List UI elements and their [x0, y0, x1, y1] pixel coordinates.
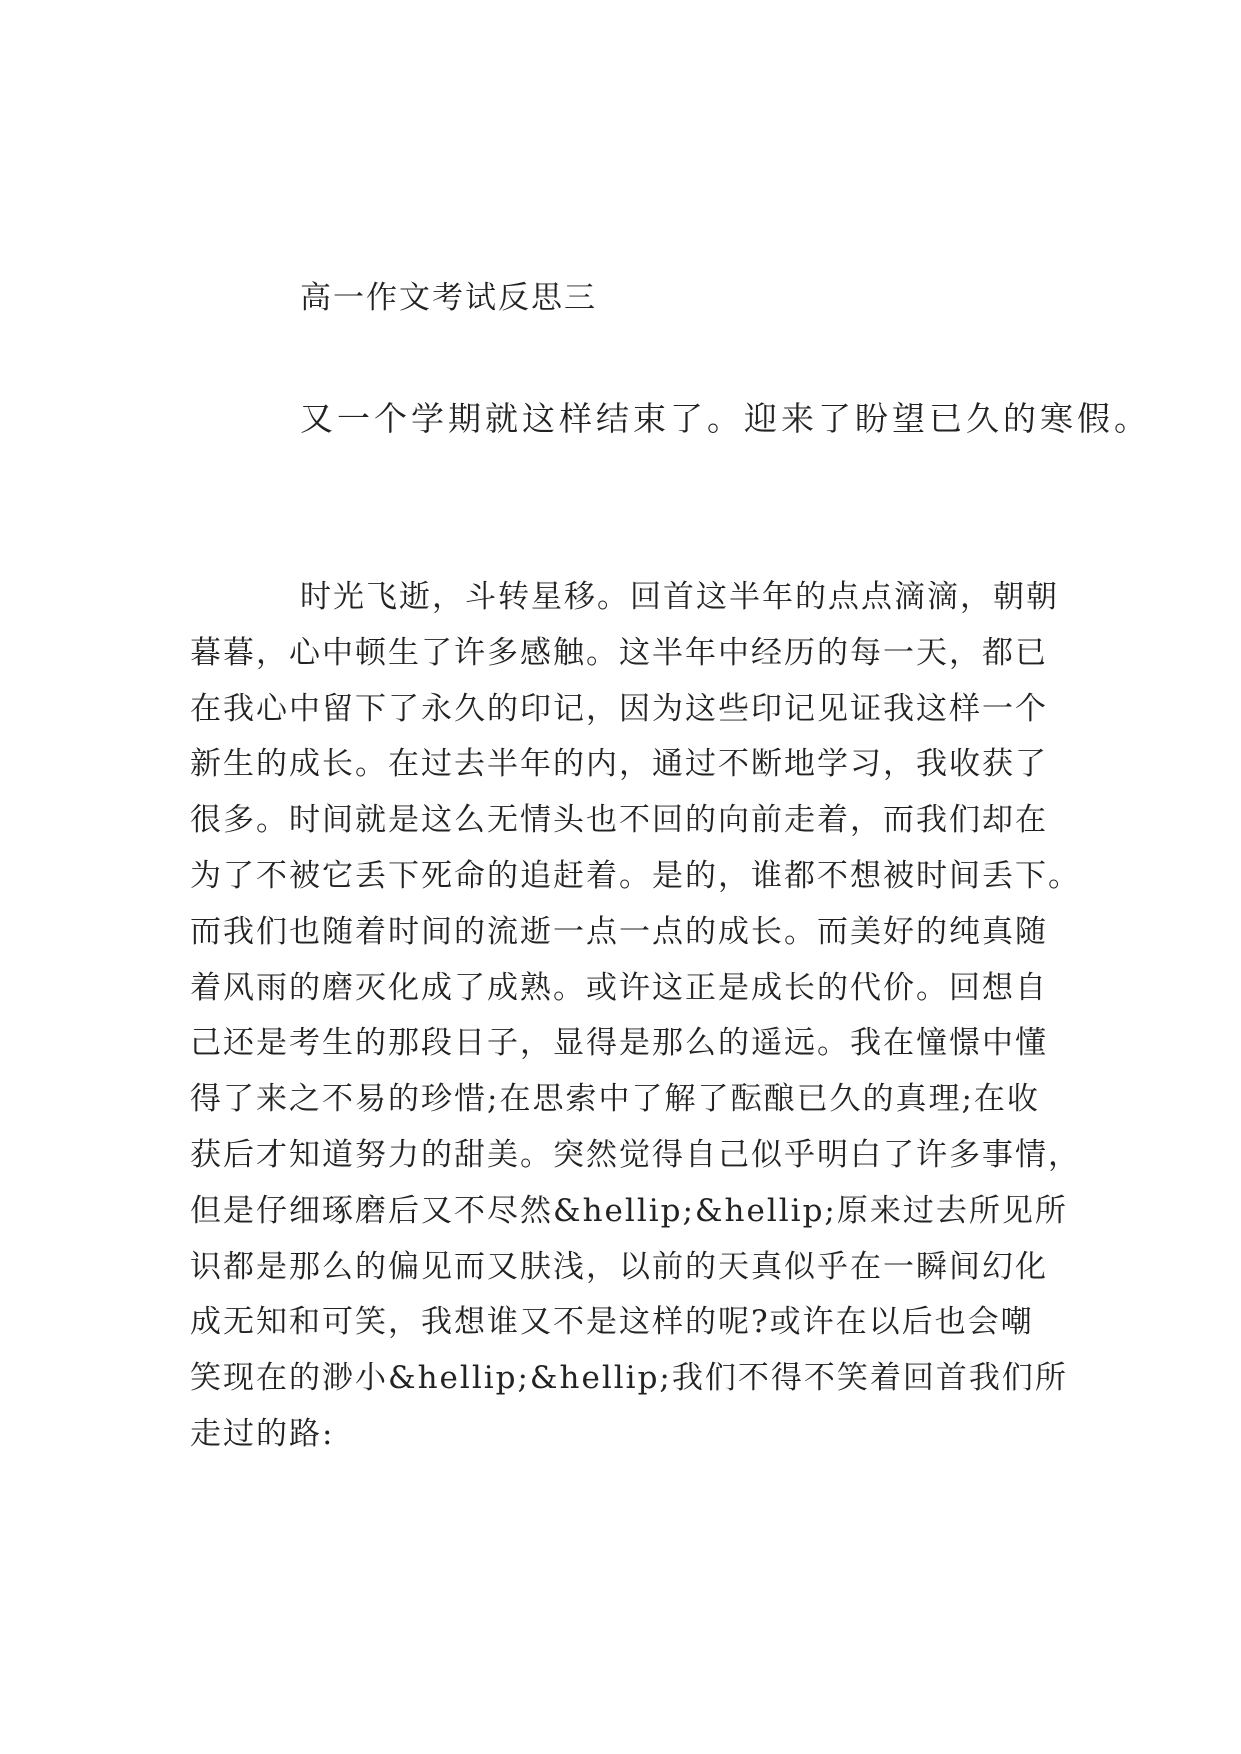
body-line: 为了不被它丢下死命的追赶着。是的，谁都不想被时间丢下。: [190, 857, 1081, 894]
body-line: 新生的成长。在过去半年的内，通过不断地学习，我收获了: [190, 746, 1048, 783]
body-line: 笑现在的渺小&hellip;&hellip;我们不得不笑着回首我们所: [190, 1360, 1068, 1397]
body-line: 在我心中留下了永久的印记，因为这些印记见证我这样一个: [190, 690, 1048, 727]
body-line: 暮暮，心中顿生了许多感触。这半年中经历的每一天，都已: [190, 634, 1048, 671]
document-title: 高一作文考试反思三: [300, 280, 597, 316]
body-line: 获后才知道努力的甜美。突然觉得自己似乎明白了许多事情，: [190, 1136, 1081, 1173]
intro-paragraph: 又一个学期就这样结束了。迎来了盼望已久的寒假。: [300, 399, 1151, 438]
body-line: 着风雨的磨灭化成了成熟。或许这正是成长的代价。回想自: [190, 969, 1048, 1006]
body-line: 得了来之不易的珍惜;在思索中了解了酝酿已久的真理;在收: [190, 1081, 1040, 1118]
body-line: 很多。时间就是这么无情头也不回的向前走着，而我们却在: [190, 802, 1048, 839]
body-line: 识都是那么的偏见而又肤浅，以前的天真似乎在一瞬间幻化: [190, 1248, 1048, 1285]
body-paragraph: [190, 570, 1081, 1463]
body-line: 己还是考生的那段日子，显得是那么的遥远。我在憧憬中懂: [190, 1025, 1048, 1062]
body-line: 而我们也随着时间的流逝一点一点的成长。而美好的纯真随: [190, 913, 1048, 950]
body-line: 成无知和可笑，我想谁又不是这样的呢?或许在以后也会嘲: [190, 1304, 1034, 1341]
body-line: 走过的路:: [190, 1415, 335, 1452]
body-line: 时光飞逝，斗转星移。回首这半年的点点滴滴，朝朝: [300, 579, 1059, 615]
body-line: 但是仔细琢磨后又不尽然&hellip;&hellip;原来过去所见所: [190, 1192, 1068, 1229]
